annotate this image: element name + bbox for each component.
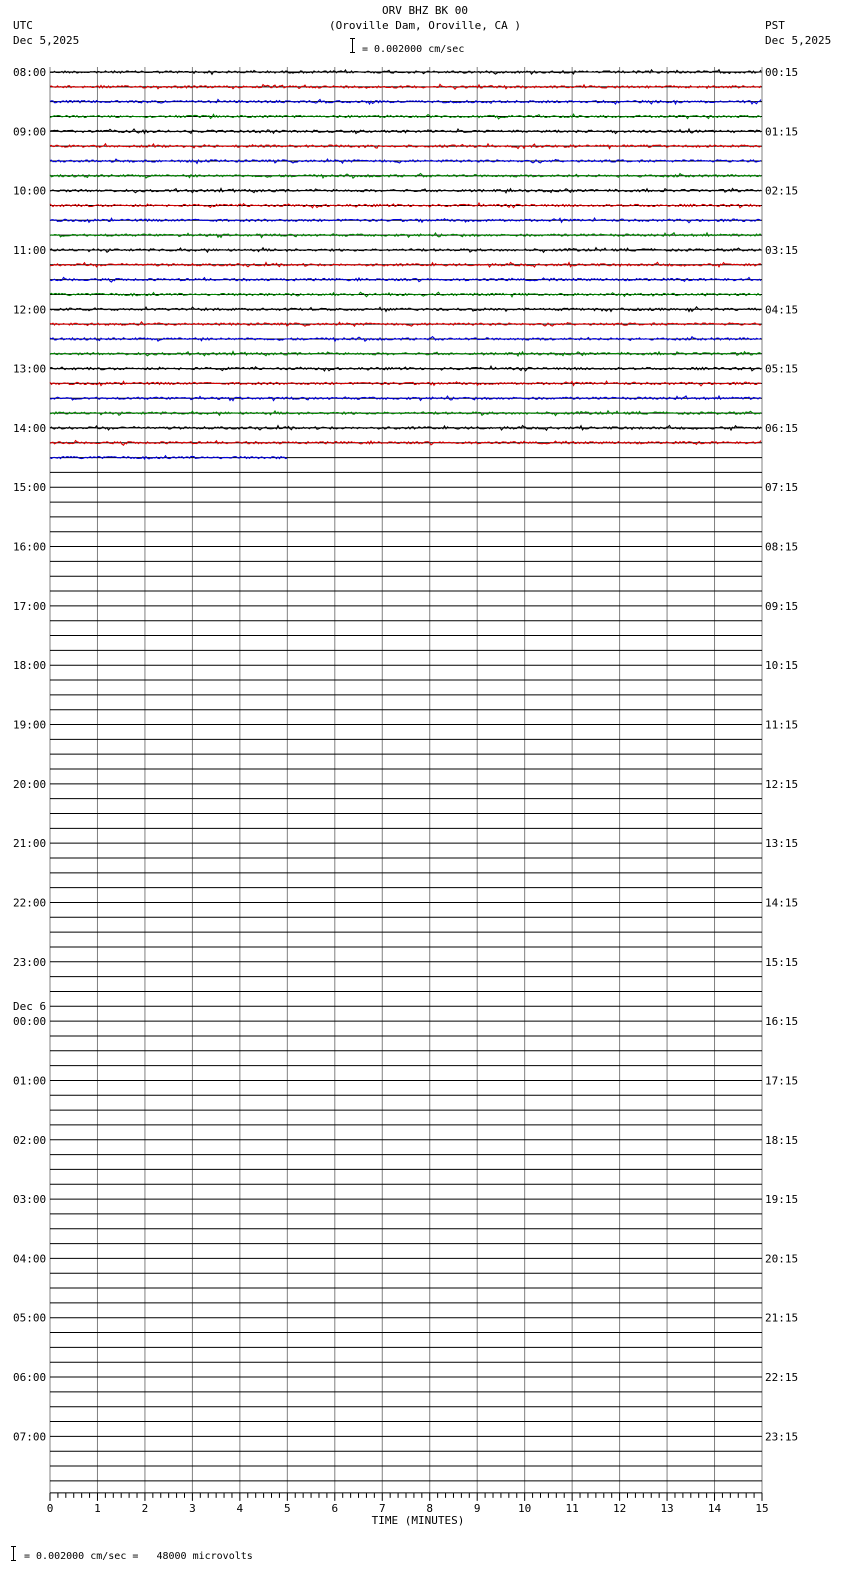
pst-hour-label: 10:15 (765, 659, 799, 673)
pst-hour-label: 20:15 (765, 1252, 799, 1266)
pst-hour-label: 09:15 (765, 599, 799, 613)
utc-hour-label: 23:00 (13, 955, 47, 969)
utc-hour-label: 17:00 (13, 599, 47, 613)
seismic-trace (50, 114, 761, 119)
pst-hour-label: 16:15 (765, 1015, 799, 1029)
left-date: Dec 5,2025 (13, 34, 80, 47)
pst-hour-label: 11:15 (765, 718, 799, 732)
pst-hour-label: 04:15 (765, 303, 799, 317)
x-tick-label: 7 (378, 1501, 386, 1515)
seismic-trace (50, 441, 761, 446)
utc-hour-label: 06:00 (13, 1371, 47, 1385)
utc-hour-label: 19:00 (13, 718, 47, 732)
utc-hour-label: 14:00 (13, 421, 47, 435)
pst-hour-label: 00:15 (765, 66, 799, 79)
pst-hour-label: 22:15 (765, 1371, 799, 1385)
pst-hour-label: 07:15 (765, 481, 799, 495)
pst-hour-label: 12:15 (765, 777, 799, 791)
utc-hour-label: 00:00 (13, 1015, 47, 1029)
x-tick-label: 5 (284, 1501, 291, 1515)
utc-hour-label: 01:00 (13, 1074, 47, 1088)
pst-hour-label: 01:15 (765, 125, 799, 139)
pst-hour-label: 23:15 (765, 1430, 799, 1444)
station-title: ORV BHZ BK 00 (381, 4, 469, 17)
x-tick-label: 3 (189, 1501, 196, 1515)
utc-hour-label: 20:00 (13, 777, 47, 791)
right-timezone: PST (765, 19, 785, 32)
x-tick-label: 4 (236, 1501, 244, 1515)
x-tick-label: 0 (46, 1501, 54, 1515)
utc-hour-label: 02:00 (13, 1133, 47, 1147)
pst-hour-label: 13:15 (765, 837, 799, 851)
utc-hour-label: 05:00 (13, 1311, 47, 1325)
seismic-trace (50, 100, 761, 105)
x-tick-label: 13 (660, 1501, 674, 1515)
utc-hour-label: 12:00 (13, 303, 47, 317)
pst-hour-label: 14:15 (765, 896, 799, 910)
pst-hour-label: 19:15 (765, 1193, 799, 1207)
utc-hour-label: 16:00 (13, 540, 47, 554)
utc-hour-label: 15:00 (13, 481, 47, 495)
pst-hour-label: 08:15 (765, 540, 799, 554)
utc-hour-label: 18:00 (13, 659, 47, 673)
seismic-trace (50, 337, 761, 342)
right-date: Dec 5,2025 (765, 34, 832, 47)
x-tick-label: 2 (141, 1501, 149, 1515)
utc-hour-label: 21:00 (13, 837, 47, 851)
utc-hour-label: 10:00 (13, 184, 47, 198)
x-tick-label: 12 (612, 1501, 627, 1515)
utc-hour-label: 13:00 (13, 362, 47, 376)
utc-hour-label: 09:00 (13, 125, 47, 139)
pst-hour-label: 21:15 (765, 1311, 799, 1325)
station-location: (Oroville Dam, Oroville, CA ) (328, 19, 522, 32)
utc-hour-label: 03:00 (13, 1193, 47, 1207)
seismic-trace (50, 159, 761, 163)
pst-hour-label: 03:15 (765, 243, 799, 257)
pst-hour-label: 02:15 (765, 184, 799, 198)
pst-hour-label: 17:15 (765, 1074, 799, 1088)
x-tick-label: 1 (94, 1501, 101, 1515)
footer-scale-note: = 0.002000 cm/sec = 48000 microvolts (24, 1551, 253, 1562)
pst-hour-label: 18:15 (765, 1133, 799, 1147)
x-tick-label: 9 (473, 1501, 481, 1515)
x-axis-label: TIME (MINUTES) (371, 1513, 465, 1527)
pst-hour-label: 15:15 (765, 955, 799, 969)
pst-hour-label: 05:15 (765, 362, 799, 376)
seismic-trace (50, 218, 761, 223)
date-change-label: Dec 6 (13, 1000, 47, 1014)
left-timezone: UTC (13, 19, 33, 32)
footer-scale-bar-icon (10, 1546, 17, 1561)
utc-hour-label: 22:00 (13, 896, 47, 910)
seismic-trace (50, 174, 761, 179)
x-tick-label: 14 (707, 1501, 722, 1515)
x-tick-label: 11 (565, 1501, 579, 1515)
utc-hour-label: 08:00 (13, 66, 47, 79)
x-tick-label: 10 (518, 1501, 532, 1515)
seismic-trace (50, 84, 761, 89)
utc-hour-label: 07:00 (13, 1430, 47, 1444)
scale-label: = 0.002000 cm/sec (362, 44, 465, 55)
utc-hour-label: 11:00 (13, 243, 47, 257)
x-tick-label: 8 (426, 1501, 434, 1515)
x-tick-label: 15 (755, 1501, 769, 1515)
pst-hour-label: 06:15 (765, 421, 799, 435)
utc-hour-label: 04:00 (13, 1252, 47, 1266)
x-tick-label: 6 (331, 1501, 339, 1515)
